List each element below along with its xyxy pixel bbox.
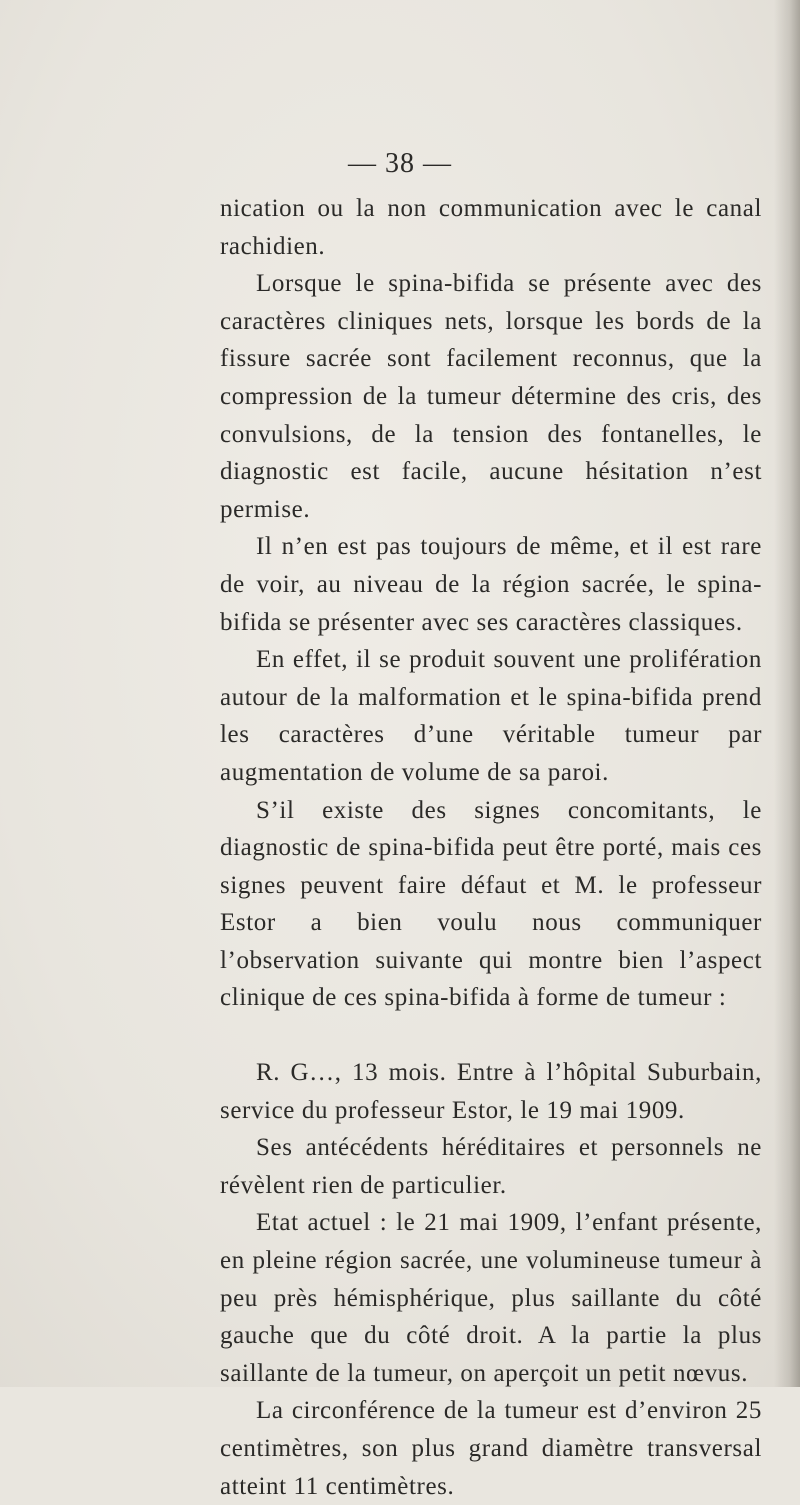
page-edge-shadow [774,0,800,1387]
paragraph-proliferation: En effet, il se produit souvent une prolifération autour de la malformation et le spina-bifida prend les caractères d’une véritable tumeur par augmentation de volume de sa paroi. [220,646,762,786]
paragraph-continuation: nication ou la non communication avec le canal rachidien. [220,195,762,260]
paragraph-diagnosis-easy: Lorsque le spina-bifida se présente avec des caractères cliniques nets, lorsque les bords de la fissure sacrée sont facilement reconnus, que la compression de la tumeur détermine des cris, des convulsions, de la tension des fontanelles, le diagnostic est facile, aucune hésitation n’est permise. [220,270,762,523]
observation-patient: R. G…, 13 mois. Entre à l’hôpital Suburbain, service du professeur Estor, le 19 mai 1909. [220,1059,762,1124]
observation-current-state: Etat actuel : le 21 mai 1909, l’enfant présente, en pleine région sacrée, une volumineuse tumeur à peu près hémisphérique, plus saillante du côté gauche que du côté droit. A la partie la plus saillante de la tumeur, on aperçoit un petit nœvus. [220,1209,762,1387]
paragraph-not-always: Il n’en est pas toujours de même, et il est rare de voir, au niveau de la région sacrée, le spina-bifida se présenter avec ses caractères classiques. [220,533,762,636]
paragraph-concomitant-signs: S’il existe des signes concomitants, le diagnostic de spina-bifida peut être porté, mais ces signes peuvent faire défaut et M. le professeur Estor a bien voulu nous communiquer l’observation suivante qui montre bien l’aspect clinique de ces spina-bifida à forme de tumeur : [220,796,762,1012]
page-number: — 38 — [348,148,452,179]
observation-antecedents: Ses antécédents héréditaires et personnels ne révèlent rien de particulier. [220,1134,762,1199]
observation-measurements: La circonférence de la tumeur est d’environ 25 centimètres, son plus grand diamètre transversal atteint 11 centimètres. [220,1397,762,1500]
page-body [220,190,762,1505]
